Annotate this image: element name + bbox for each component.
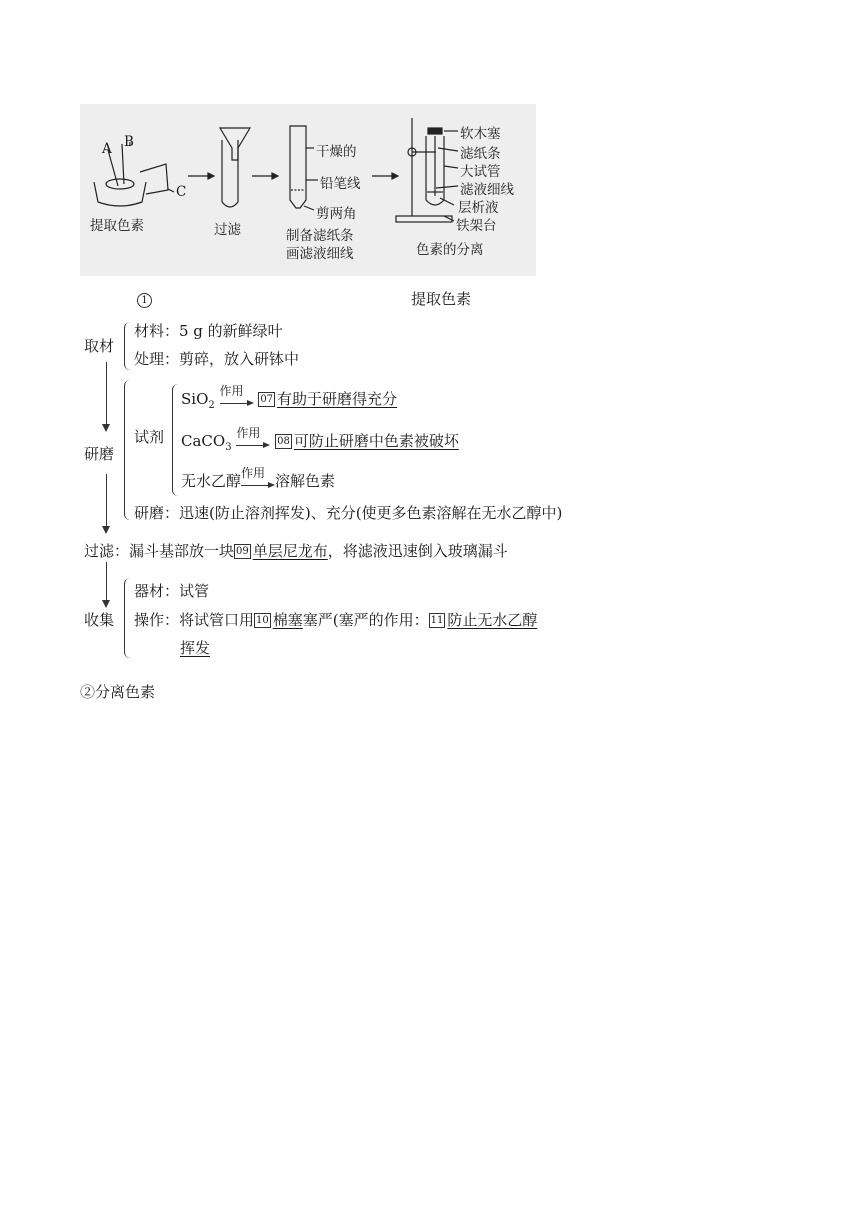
reagent-head: 试剂	[134, 428, 165, 446]
guolv-suffix: ，将滤液迅速倒入玻璃漏斗	[327, 542, 508, 560]
blank-number-11: 11	[430, 615, 444, 626]
ethanol-name: 无水乙醇	[181, 472, 242, 490]
filter-strip-shape	[290, 126, 306, 208]
stand-base	[396, 216, 452, 222]
section2-heading: ②分离色素	[80, 683, 156, 701]
arrow-ethanol: 作用	[241, 476, 275, 488]
caco3-formula: CaCO	[181, 432, 226, 450]
quci-material: 材料：5 g 的新鲜绿叶	[134, 322, 283, 340]
test-tube-shape	[222, 140, 238, 207]
row-ethanol	[181, 466, 336, 491]
caption-number: 1	[137, 289, 152, 308]
label-b: B	[124, 134, 134, 150]
arrow-down-1	[106, 362, 107, 430]
label-big-tube: 大试管	[460, 164, 501, 180]
row-sio2	[181, 384, 398, 411]
answer-09: 单层尼龙布	[252, 542, 328, 560]
arrow-down-3	[106, 562, 107, 606]
blank-number-10: 10	[256, 615, 269, 626]
row-guolv	[84, 540, 508, 561]
sio2-formula: SiO	[181, 390, 209, 408]
label-pencil-line: 铅笔线	[320, 176, 361, 192]
head-quci: 取材	[84, 337, 115, 355]
label-iron-stand: 铁架台	[456, 218, 497, 234]
arrow-sio2: 作用	[220, 394, 254, 406]
brace-yanmo	[124, 380, 133, 520]
funnel-shape	[220, 128, 250, 160]
label-extract: 提取色素	[90, 218, 144, 234]
brace-reagent	[172, 384, 181, 496]
pestle-shape	[122, 144, 124, 184]
answer-10: 棉塞	[272, 611, 303, 629]
arrow-caco3: 作用	[236, 436, 270, 448]
shouji-op-mid: 塞严(塞严的作用：	[302, 611, 429, 629]
label-filter-strip: 滤纸条	[460, 146, 501, 162]
label-a: A	[102, 141, 112, 157]
answer-11b: 挥发	[180, 639, 211, 657]
caco3-sub: 3	[225, 442, 232, 453]
row-caco3	[181, 426, 459, 453]
quci-process: 处理：剪碎，放入研钵中	[134, 350, 300, 368]
answer-08: 可防止研磨中色素被破坏	[293, 432, 459, 450]
arrow-down-2	[106, 474, 107, 532]
label-chromatography-liquid: 层析液	[458, 200, 499, 216]
blank-number-09: 09	[236, 546, 249, 557]
head-yanmo: 研磨	[84, 445, 115, 463]
shouji-equipment: 器材：试管	[134, 582, 210, 600]
label-separation: 色素的分离	[416, 242, 484, 258]
label-filtrate-line: 滤液细线	[460, 182, 514, 198]
blank-number-08: 08	[277, 436, 290, 447]
label-prep-line2: 画滤液细线	[286, 246, 354, 262]
experiment-figure	[80, 104, 536, 276]
mortar-shape	[94, 182, 146, 206]
guolv-prefix: 过滤：漏斗基部放一块	[84, 542, 235, 560]
label-dry: 干燥的	[316, 144, 357, 160]
blank-number-07: 07	[260, 394, 274, 405]
brace-shouji	[124, 578, 133, 658]
brace-quci	[124, 322, 133, 370]
shouji-op-prefix: 操作：将试管口用	[134, 611, 255, 629]
head-shouji: 收集	[84, 611, 115, 629]
label-filter: 过滤	[214, 222, 241, 238]
label-prep-line1: 制备滤纸条	[286, 228, 354, 244]
caption-title: 提取色素	[411, 290, 472, 308]
label-c: C	[176, 184, 187, 200]
answer-11a: 防止无水乙醇	[447, 611, 538, 629]
sio2-sub: 2	[208, 400, 215, 411]
answer-07: 有助于研磨得充分	[277, 390, 398, 408]
label-cork: 软木塞	[460, 126, 501, 142]
ethanol-text: 溶解色素	[275, 472, 336, 490]
row-shouji-op	[134, 609, 537, 630]
yanmo-grind: 研磨：迅速(防止溶剂挥发)、充分(使更多色素溶解在无水乙醇中)	[134, 504, 563, 522]
label-cut-corners: 剪两角	[316, 206, 357, 222]
